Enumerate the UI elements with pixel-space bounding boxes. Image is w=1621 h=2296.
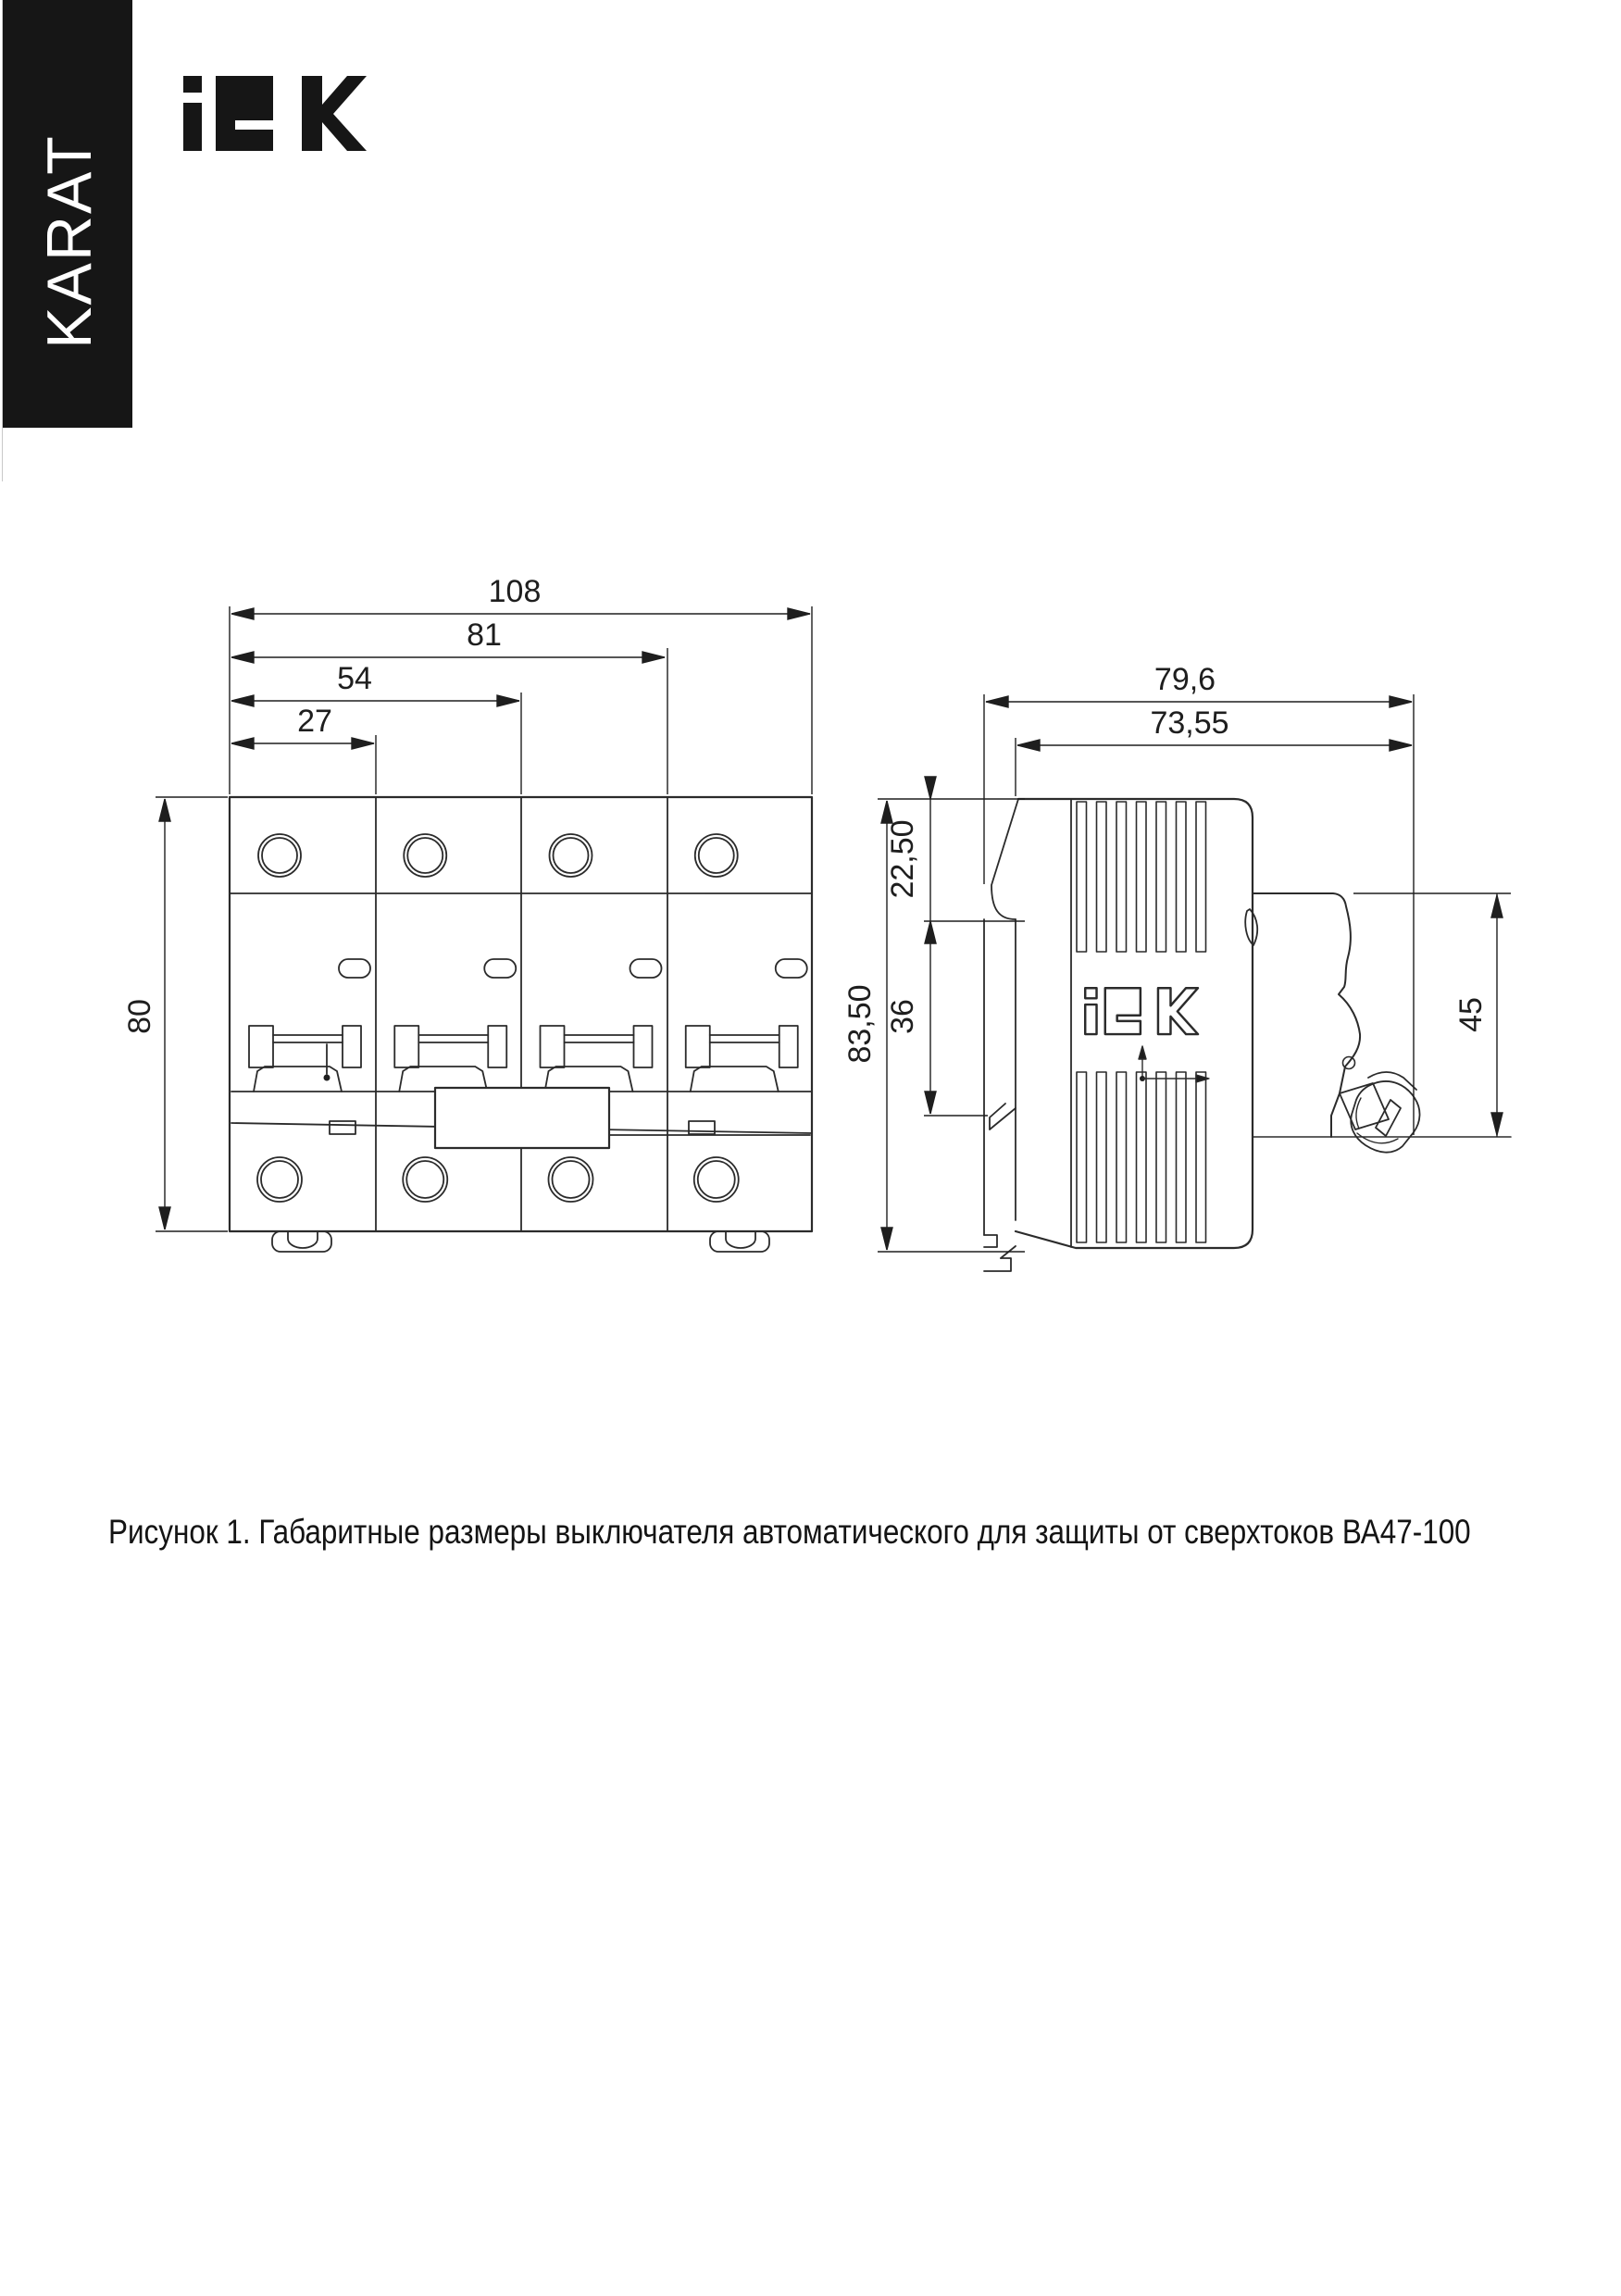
dim-front-height (1453, 893, 1503, 1137)
din-clip (710, 1231, 769, 1252)
dim-depth-to-rail (1017, 705, 1412, 751)
din-latch (984, 1235, 997, 1247)
dim-label-73-55: 73,55 (1150, 705, 1229, 741)
dim-width-to-pole2 (231, 661, 519, 706)
toggle-lever (1340, 1072, 1420, 1153)
dim-width-to-pole3 (231, 618, 665, 663)
iek-logo (183, 76, 367, 151)
front-body (230, 797, 812, 1231)
din-clip (272, 1231, 331, 1252)
pole-module (686, 834, 807, 1202)
dim-label-54: 54 (337, 661, 372, 696)
dim-label-80: 80 (122, 999, 157, 1034)
figure-caption: Рисунок 1. Габаритные размеры выключателя автоматического для защиты от сверхтоков ВА47-100 (108, 1513, 1471, 1551)
dim-depth-total (986, 662, 1412, 707)
din-clips (272, 1231, 769, 1252)
dim-label-22-50: 22,50 (885, 819, 920, 899)
dim-label-83-50: 83,50 (842, 984, 878, 1064)
vent-slots-upper (1077, 802, 1206, 952)
dim-label-27: 27 (297, 704, 332, 739)
dim-label-108: 108 (488, 574, 542, 609)
dim-label-81: 81 (467, 618, 502, 653)
front-slot (1245, 909, 1257, 945)
marking-leader (1139, 1046, 1209, 1082)
dim-height (122, 799, 170, 1229)
side-front-contour (1253, 893, 1360, 1137)
dim-top-to-din (885, 777, 936, 943)
iek-side-logo (1085, 988, 1198, 1034)
pole-module (249, 834, 370, 1202)
front-view (230, 797, 812, 1252)
dim-label-36: 36 (885, 999, 920, 1034)
dim-width-module (231, 704, 374, 749)
din-hook (990, 1104, 1016, 1129)
dim-din-window (885, 921, 936, 1114)
dim-label-79-6: 79,6 (1153, 662, 1216, 697)
interlock-handle-bar (435, 1088, 609, 1148)
side-view (984, 799, 1511, 1271)
karat-label: KARAT (34, 134, 105, 349)
dim-width-total (231, 574, 810, 619)
side-back-plate (984, 799, 1018, 1271)
vent-slots-lower (1077, 1072, 1206, 1242)
dim-label-45: 45 (1453, 997, 1489, 1032)
